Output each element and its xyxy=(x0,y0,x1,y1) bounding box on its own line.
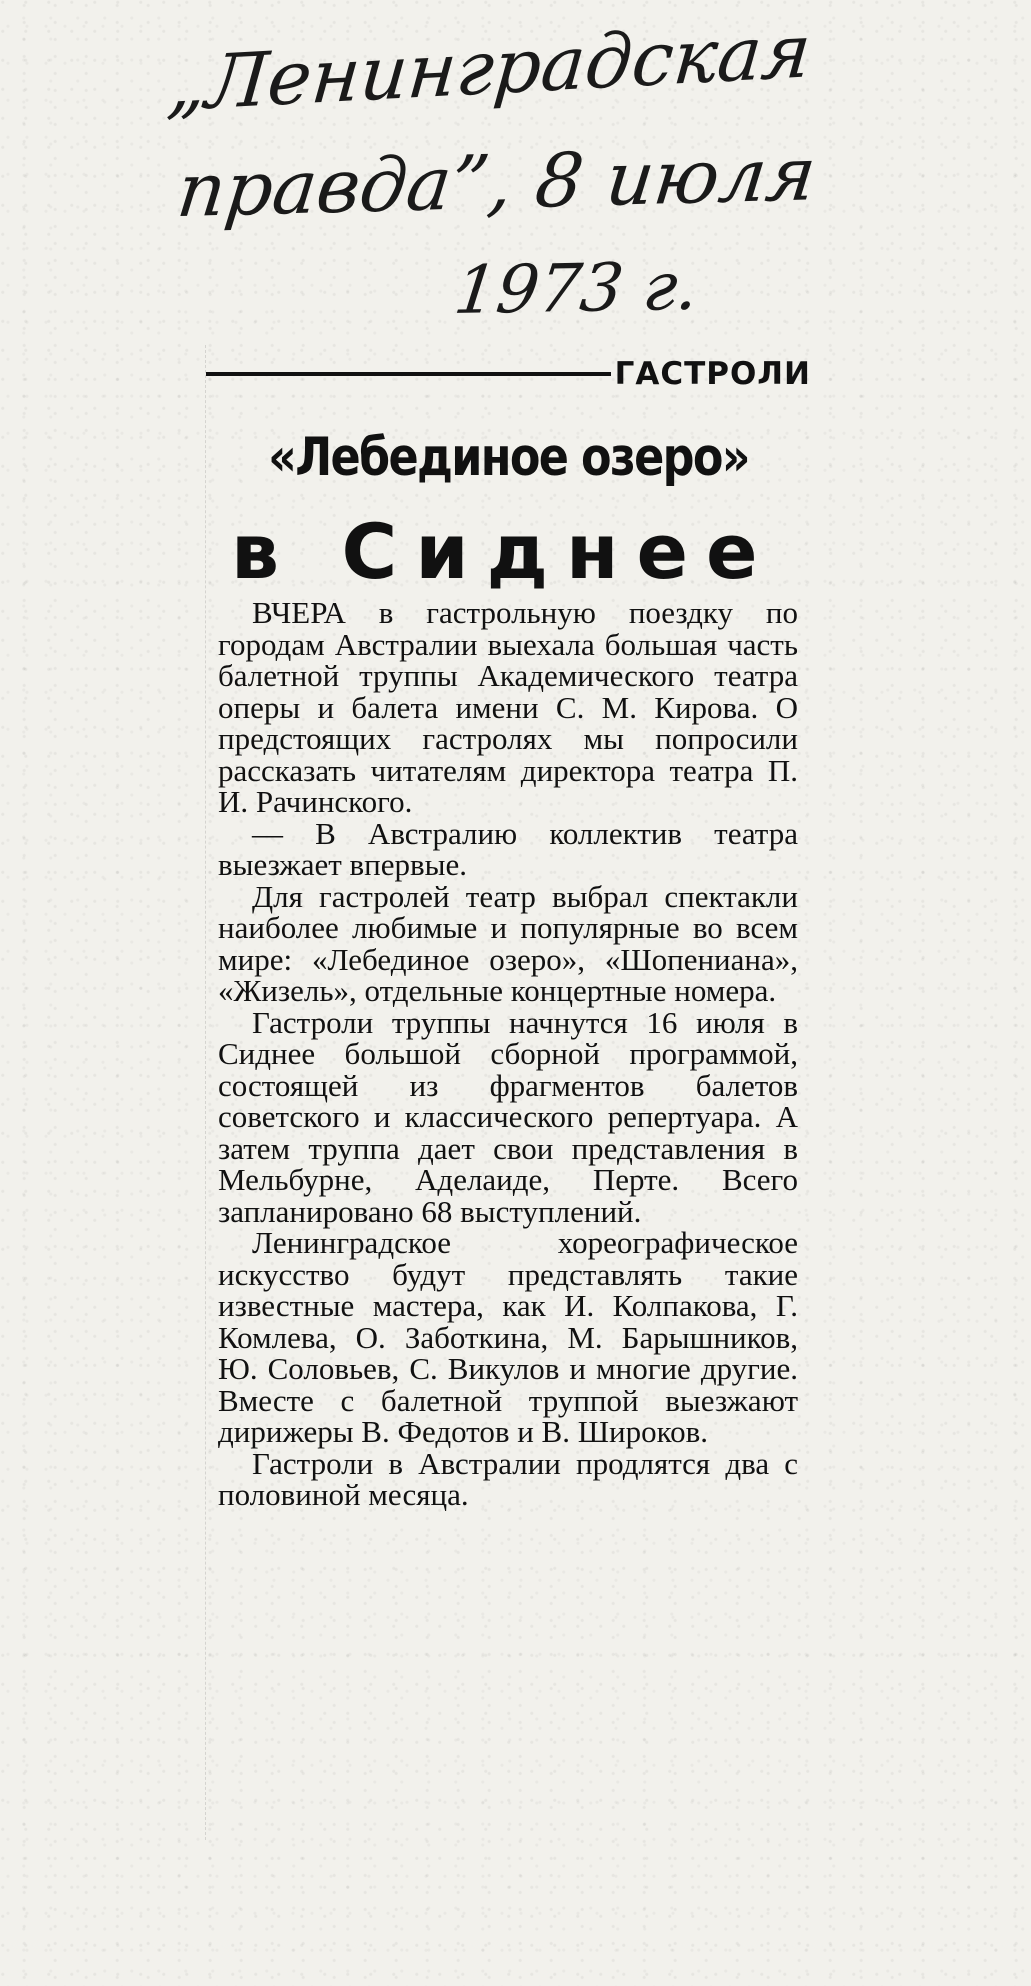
article-paragraph: — В Австралию коллектив театра выезжает впервые. xyxy=(218,815,798,882)
headline-line-1: «Лебединое озеро» xyxy=(268,427,749,488)
headline-line-2: в Сиднее xyxy=(231,507,776,596)
newspaper-clipping xyxy=(205,345,811,1840)
article-paragraph: Для гастролей театр выбрал спектакли наиболее любимые и популярные во всем мире: «Лебединое озеро», «Шопениана», «Жизель», отдельные концертные номера. xyxy=(218,878,798,1008)
handwritten-newspaper-name: „Ленинградская xyxy=(164,8,815,129)
article-body xyxy=(218,597,798,1511)
article-paragraph: Гастроли труппы начнутся 16 июля в Сиднее большой сборной программой, состоящей из фрагментов балетов советского и классического репертуара. А затем труппа дает свои представления в Мельбурне, Аделаиде, Перте. Всего запланировано 68 выступлений. xyxy=(218,1004,798,1229)
article-paragraph: Ленинградское хореографическое искусство будут представлять такие известные мастера, как И. Колпакова, Г. Комлева, О. Заботкина, М. Барышников, Ю. Соловьев, С. Викулов и многие другие. Вместе с балетной труппой выезжают дирижеры В. Федотов и В. Широков. xyxy=(218,1225,798,1449)
article-paragraph: ВЧЕРА в гастрольную поездку по городам Австралии выехала большая часть балетной труппы Академического театра оперы и балета имени С. М. Кирова. О предстоящих гастролях мы попросили рассказать читателям директора театра П. И. Рачинского. xyxy=(218,595,798,819)
rubric-label: ГАСТРОЛИ xyxy=(614,356,811,392)
handwritten-source-note xyxy=(0,0,1031,330)
article-paragraph: Гастроли в Австралии продлятся два с половиной месяца. xyxy=(218,1445,798,1512)
handwritten-year: 1973 г. xyxy=(450,247,703,330)
handwritten-newspaper-date: правда”, 8 июля xyxy=(173,131,821,235)
rubric-rule xyxy=(206,372,611,376)
rubric-header xyxy=(206,357,811,391)
